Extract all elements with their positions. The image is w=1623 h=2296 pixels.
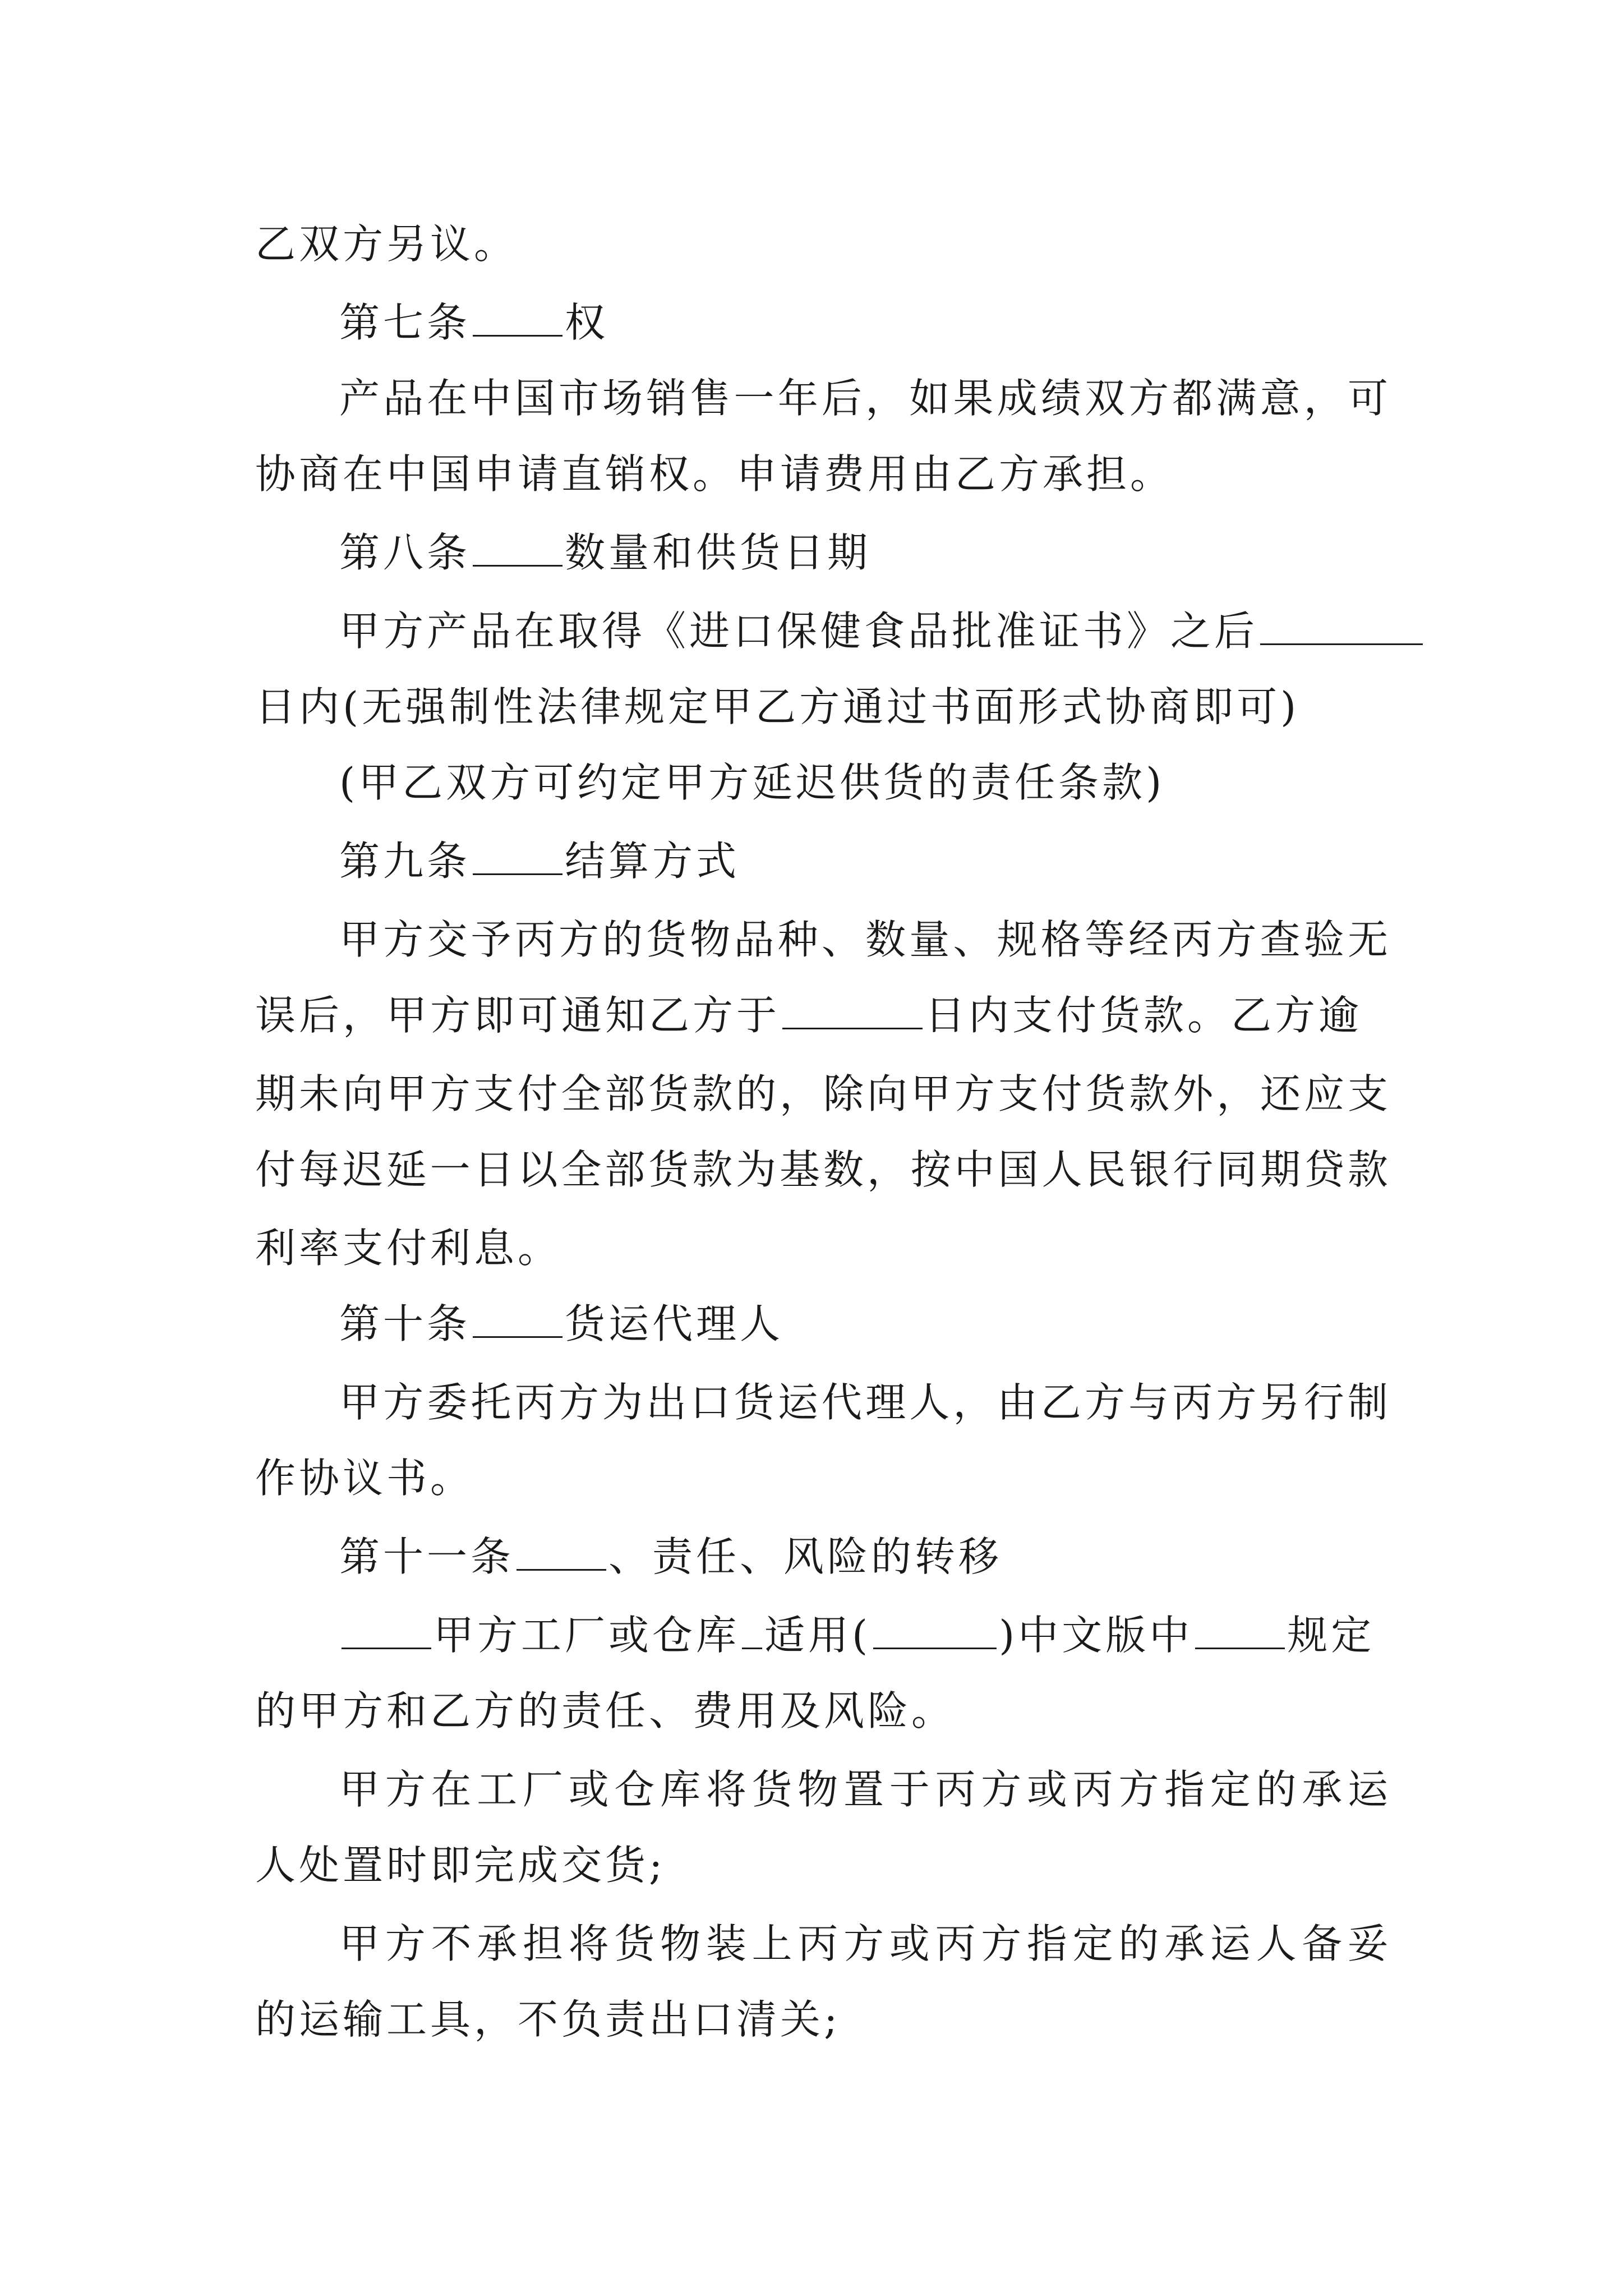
line-text: 甲方交予丙方的货物品种、数量、规格等经丙方查验无 (339, 916, 1388, 963)
line-text: 日内支付货款。乙方逾 (925, 992, 1363, 1039)
line-text: 甲方在工厂或仓库将货物置于丙方或丙方指定的承运 (339, 1766, 1388, 1813)
article-title: 结算方式 (565, 838, 740, 885)
text-line (255, 1055, 1388, 1133)
line-text: 协商在中国申请直销权。申请费用由乙方承担。 (255, 450, 1174, 498)
line-text: 的运输工具，不负责出口清关; (255, 1996, 841, 2043)
line-text: 甲方工厂或仓库 (434, 1612, 740, 1659)
line-text: 日内(无强制性法律规定甲乙方通过书面形式协商即可) (255, 683, 1300, 730)
blank-field (873, 1607, 997, 1649)
line-text: 误后，甲方即可通知乙方于 (255, 992, 781, 1039)
text-line (339, 1596, 1388, 1674)
line-text: 人处置时即完成交货; (255, 1842, 666, 1889)
blank-field (473, 1296, 562, 1338)
line-text: 产品在中国市场销售一年后，如果成绩双方都满意，可 (339, 375, 1388, 422)
article-number: 第十一条 (339, 1533, 515, 1580)
line-text: 甲方委托丙方为出口货运代理人，由乙方与丙方另行制 (339, 1379, 1388, 1426)
blank-field (473, 833, 562, 875)
line-text: 利率支付利息。 (255, 1225, 562, 1272)
text-line (339, 592, 1388, 670)
text-line (255, 1439, 1388, 1517)
line-text: )中文版中 (999, 1612, 1193, 1659)
text-line (255, 1672, 1388, 1750)
text-line (255, 435, 1388, 513)
article-heading (339, 1285, 1388, 1363)
text-line (255, 1980, 1388, 2059)
line-text: 付每迟延一日以全部货款为基数，按中国人民银行同期贷款 (255, 1146, 1388, 1193)
blank-field (782, 987, 923, 1029)
article-heading (339, 1517, 1388, 1596)
text-line (255, 1826, 1388, 1904)
article-title: 、责任、风险的转移 (608, 1533, 1003, 1580)
article-title: 数量和供货日期 (565, 529, 872, 576)
article-number: 第八条 (339, 529, 471, 576)
line-text: 适用( (764, 1612, 872, 1659)
line-text: (甲乙双方可约定甲方延迟供货的责任条款) (339, 759, 1165, 806)
text-line (339, 743, 1388, 822)
article-number: 第七条 (339, 299, 471, 346)
text-line (255, 1130, 1388, 1209)
blank-field (517, 1529, 606, 1571)
text-line (255, 205, 1388, 283)
blank-field (1260, 603, 1423, 645)
line-text: 甲方不承担将货物装上丙方或丙方指定的承运人备妥 (339, 1920, 1388, 1967)
blank-field (342, 1607, 431, 1649)
line-text: 作协议书。 (255, 1455, 474, 1502)
article-heading (339, 822, 1388, 900)
blank-field (742, 1607, 762, 1649)
article-number: 第九条 (339, 838, 471, 885)
text-line (339, 1904, 1388, 1983)
article-title: 权 (565, 299, 609, 346)
article-number: 第十条 (339, 1300, 471, 1347)
text-line (255, 1209, 1388, 1287)
line-text: 期未向甲方支付全部货款的，除向甲方支付货款外，还应支 (255, 1070, 1388, 1117)
blank-field (1195, 1607, 1285, 1649)
text-line (339, 1750, 1388, 1829)
line-text: 甲方产品在取得《进口保健食品批准证书》之后 (339, 608, 1258, 655)
blank-field (473, 524, 562, 567)
text-line (255, 668, 1388, 746)
text-line (339, 359, 1388, 438)
blank-field (473, 295, 562, 337)
text-line (339, 900, 1388, 979)
line-text: 规定 (1287, 1612, 1375, 1659)
line-text: 的甲方和乙方的责任、费用及风险。 (255, 1687, 956, 1734)
article-heading (339, 513, 1388, 592)
article-title: 货运代理人 (565, 1300, 784, 1347)
article-heading (339, 283, 1388, 362)
text-line (339, 1363, 1388, 1442)
line-text: 乙双方另议。 (255, 220, 518, 268)
text-line (255, 976, 1388, 1055)
